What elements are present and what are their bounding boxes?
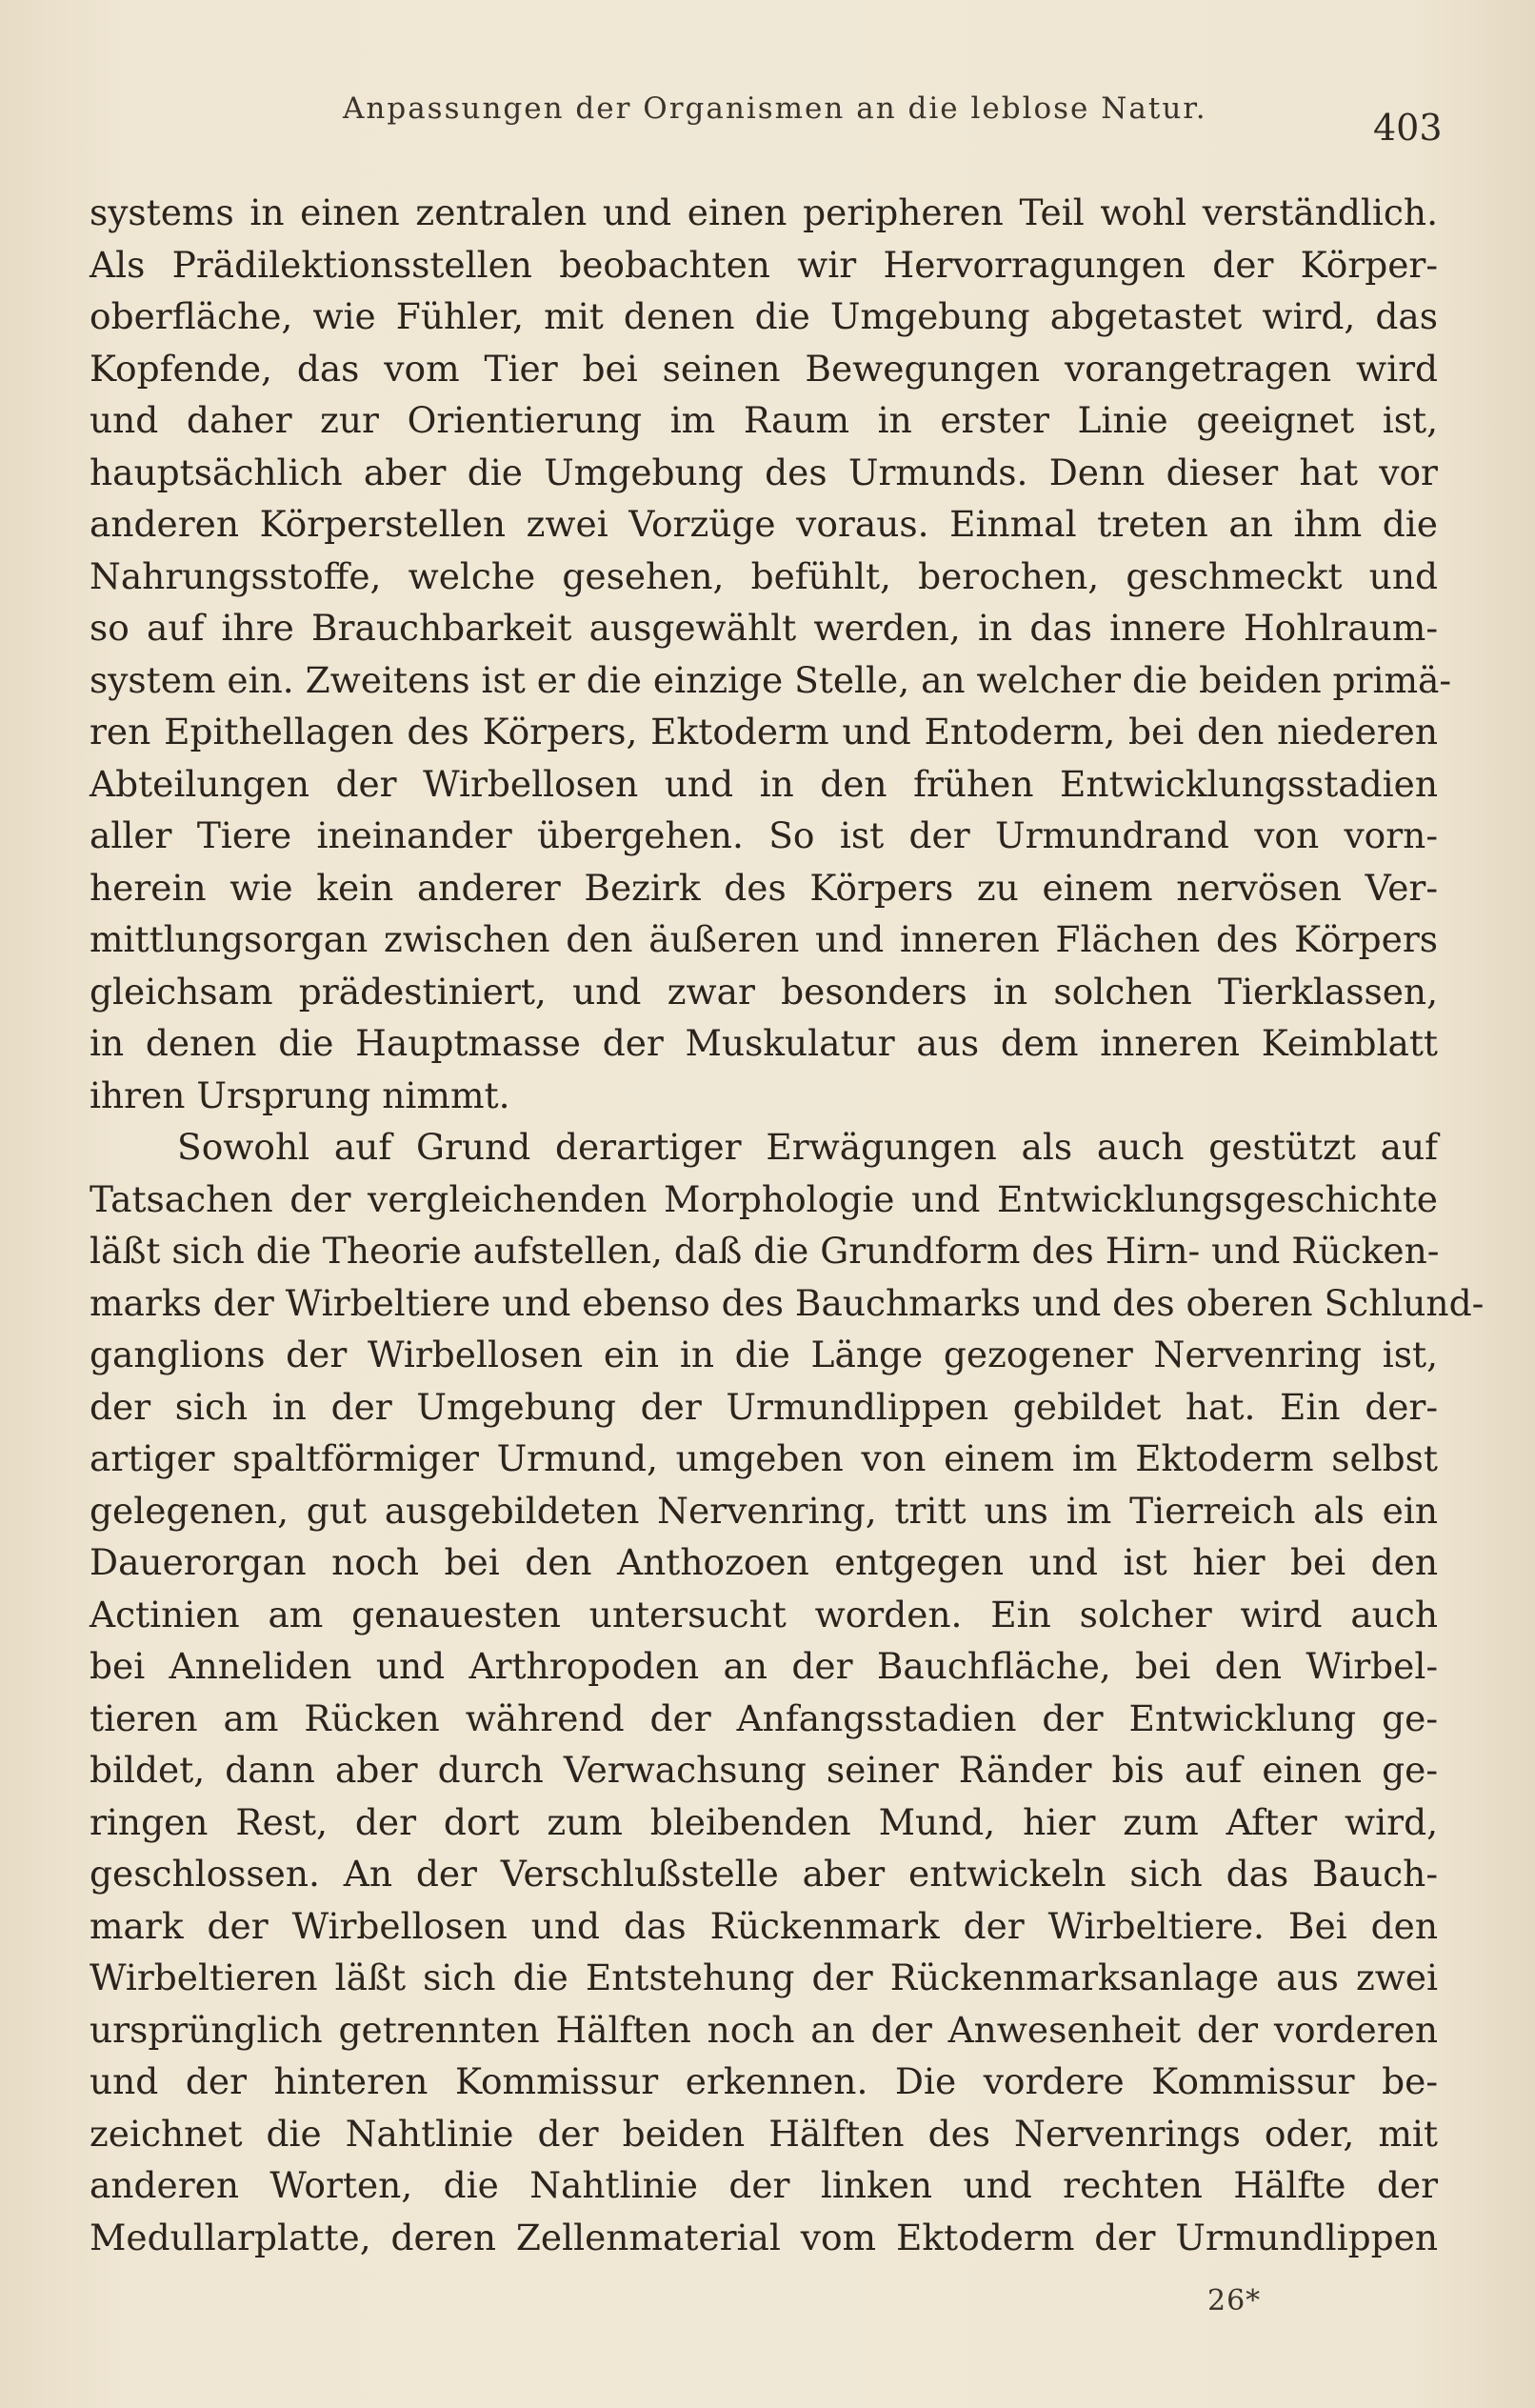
text-line: Dauerorgan noch bei den Anthozoen entgegen und ist hier bei den [90,1541,1438,1583]
text-line: Actinien am genauesten untersucht worden. Ein solcher wird auch [90,1593,1438,1635]
text-line: aller Tiere ineinander übergehen. So ist der Urmundrand von vorn- [90,814,1438,856]
page-number: 403 [1373,107,1443,149]
text-line: mittlungsorgan zwischen den äußeren und inneren Flächen des Körpers [90,918,1438,960]
text-line: gleichsam prädestiniert, und zwar besonders in solchen Tierklassen, [90,970,1438,1013]
text-line: bildet, dann aber durch Verwachsung seiner Ränder bis auf einen ge- [90,1749,1438,1791]
text-line: geschlossen. An der Verschlußstelle aber entwickeln sich das Bauch- [90,1853,1438,1895]
text-line: Abteilungen der Wirbellosen und in den frühen Entwicklungsstadien [90,762,1438,805]
text-line: gelegenen, gut ausgebildeten Nervenring, tritt uns im Tierreich als ein [90,1489,1438,1532]
text-line: zeichnet die Nahtlinie der beiden Hälften des Nervenrings oder, mit [90,2112,1438,2155]
text-line: tieren am Rücken während der Anfangsstadien der Entwicklung ge- [90,1696,1438,1739]
text-line: Kopfende, das vom Tier bei seinen Bewegungen vorangetragen wird [90,347,1438,390]
text-line: in denen die Hauptmasse der Muskulatur aus dem inneren Keimblatt [90,1022,1438,1064]
text-line: systems in einen zentralen und einen peripheren Teil wohl verständlich. [90,191,1438,233]
text-line: ringen Rest, der dort zum bleibenden Mund, hier zum After wird, [90,1800,1438,1843]
text-line: bei Anneliden und Arthropoden an der Bauchfläche, bei den Wirbel- [90,1645,1438,1687]
text-line: marks der Wirbeltiere und ebenso des Bauchmarks und des oberen Schlund- [90,1281,1485,1324]
text-line: system ein. Zweitens ist er die einzige Stelle, an welcher die beiden primä- [90,658,1452,701]
text-line: herein wie kein anderer Bezirk des Körpers zu einem nervösen Ver- [90,866,1438,909]
text-line: ihren Ursprung nimmt. [90,1074,510,1116]
paragraph-1 [90,187,1452,1121]
text-line: ursprünglich getrennten Hälften noch an der Anwesenheit der vorderen [90,2008,1438,2051]
text-line: der sich in der Umgebung der Urmundlippen gebildet hat. Ein der- [90,1385,1438,1428]
text-line: hauptsächlich aber die Umgebung des Urmunds. Denn dieser hat vor [90,451,1438,493]
text-line: Tatsachen der vergleichenden Morphologie und Entwicklungsgeschichte [90,1177,1438,1220]
signature-mark: 26* [1207,2284,1262,2318]
text-line: und daher zur Orientierung im Raum in erster Linie geeignet ist, [90,399,1438,441]
text-line: Nahrungsstoffe, welche gesehen, befühlt, berochen, geschmeckt und [90,554,1438,597]
text-line: anderen Körperstellen zwei Vorzüge voraus. Einmal treten an ihm die [90,503,1438,545]
text-line: läßt sich die Theorie aufstellen, daß die Grundform des Hirn- und Rücken- [90,1230,1440,1272]
text-line: oberfläche, wie Fühler, mit denen die Umgebung abgetastet wird, das [90,295,1438,337]
text-line: ganglions der Wirbellosen ein in die Länge gezogener Nervenring ist, [90,1334,1438,1375]
text-line: so auf ihre Brauchbarkeit ausgewählt werden, in das innere Hohlraum- [90,607,1438,649]
body-text [90,187,1485,2263]
text-line: Medullarplatte, deren Zellenmaterial vom Ektoderm der Urmundlippen [90,2216,1438,2258]
text-line: mark der Wirbellosen und das Rückenmark der Wirbeltiere. Bei den [90,1904,1438,1947]
running-head: Anpassungen der Organismen an die leblose Natur. [343,91,1207,126]
text-line: artiger spaltförmiger Urmund, umgeben von einem im Ektoderm selbst [90,1437,1438,1479]
text-line: Wirbeltieren läßt sich die Entstehung der Rückenmarksanlage aus zwei [90,1956,1438,1998]
text-line: ren Epithellagen des Körpers, Ektoderm und Entoderm, bei den niederen [90,711,1438,752]
text-line: und der hinteren Kommissur erkennen. Die vordere Kommissur be- [90,2060,1438,2102]
text-line: anderen Worten, die Nahtlinie der linken und rechten Hälfte der [90,2164,1438,2206]
paragraph-2 [90,1121,1485,2263]
text-line: Als Prädilektionsstellen beobachten wir Hervorragungen der Körper- [90,243,1438,286]
text-line: Sowohl auf Grund derartiger Erwägungen als auch gestützt auf [177,1126,1438,1168]
